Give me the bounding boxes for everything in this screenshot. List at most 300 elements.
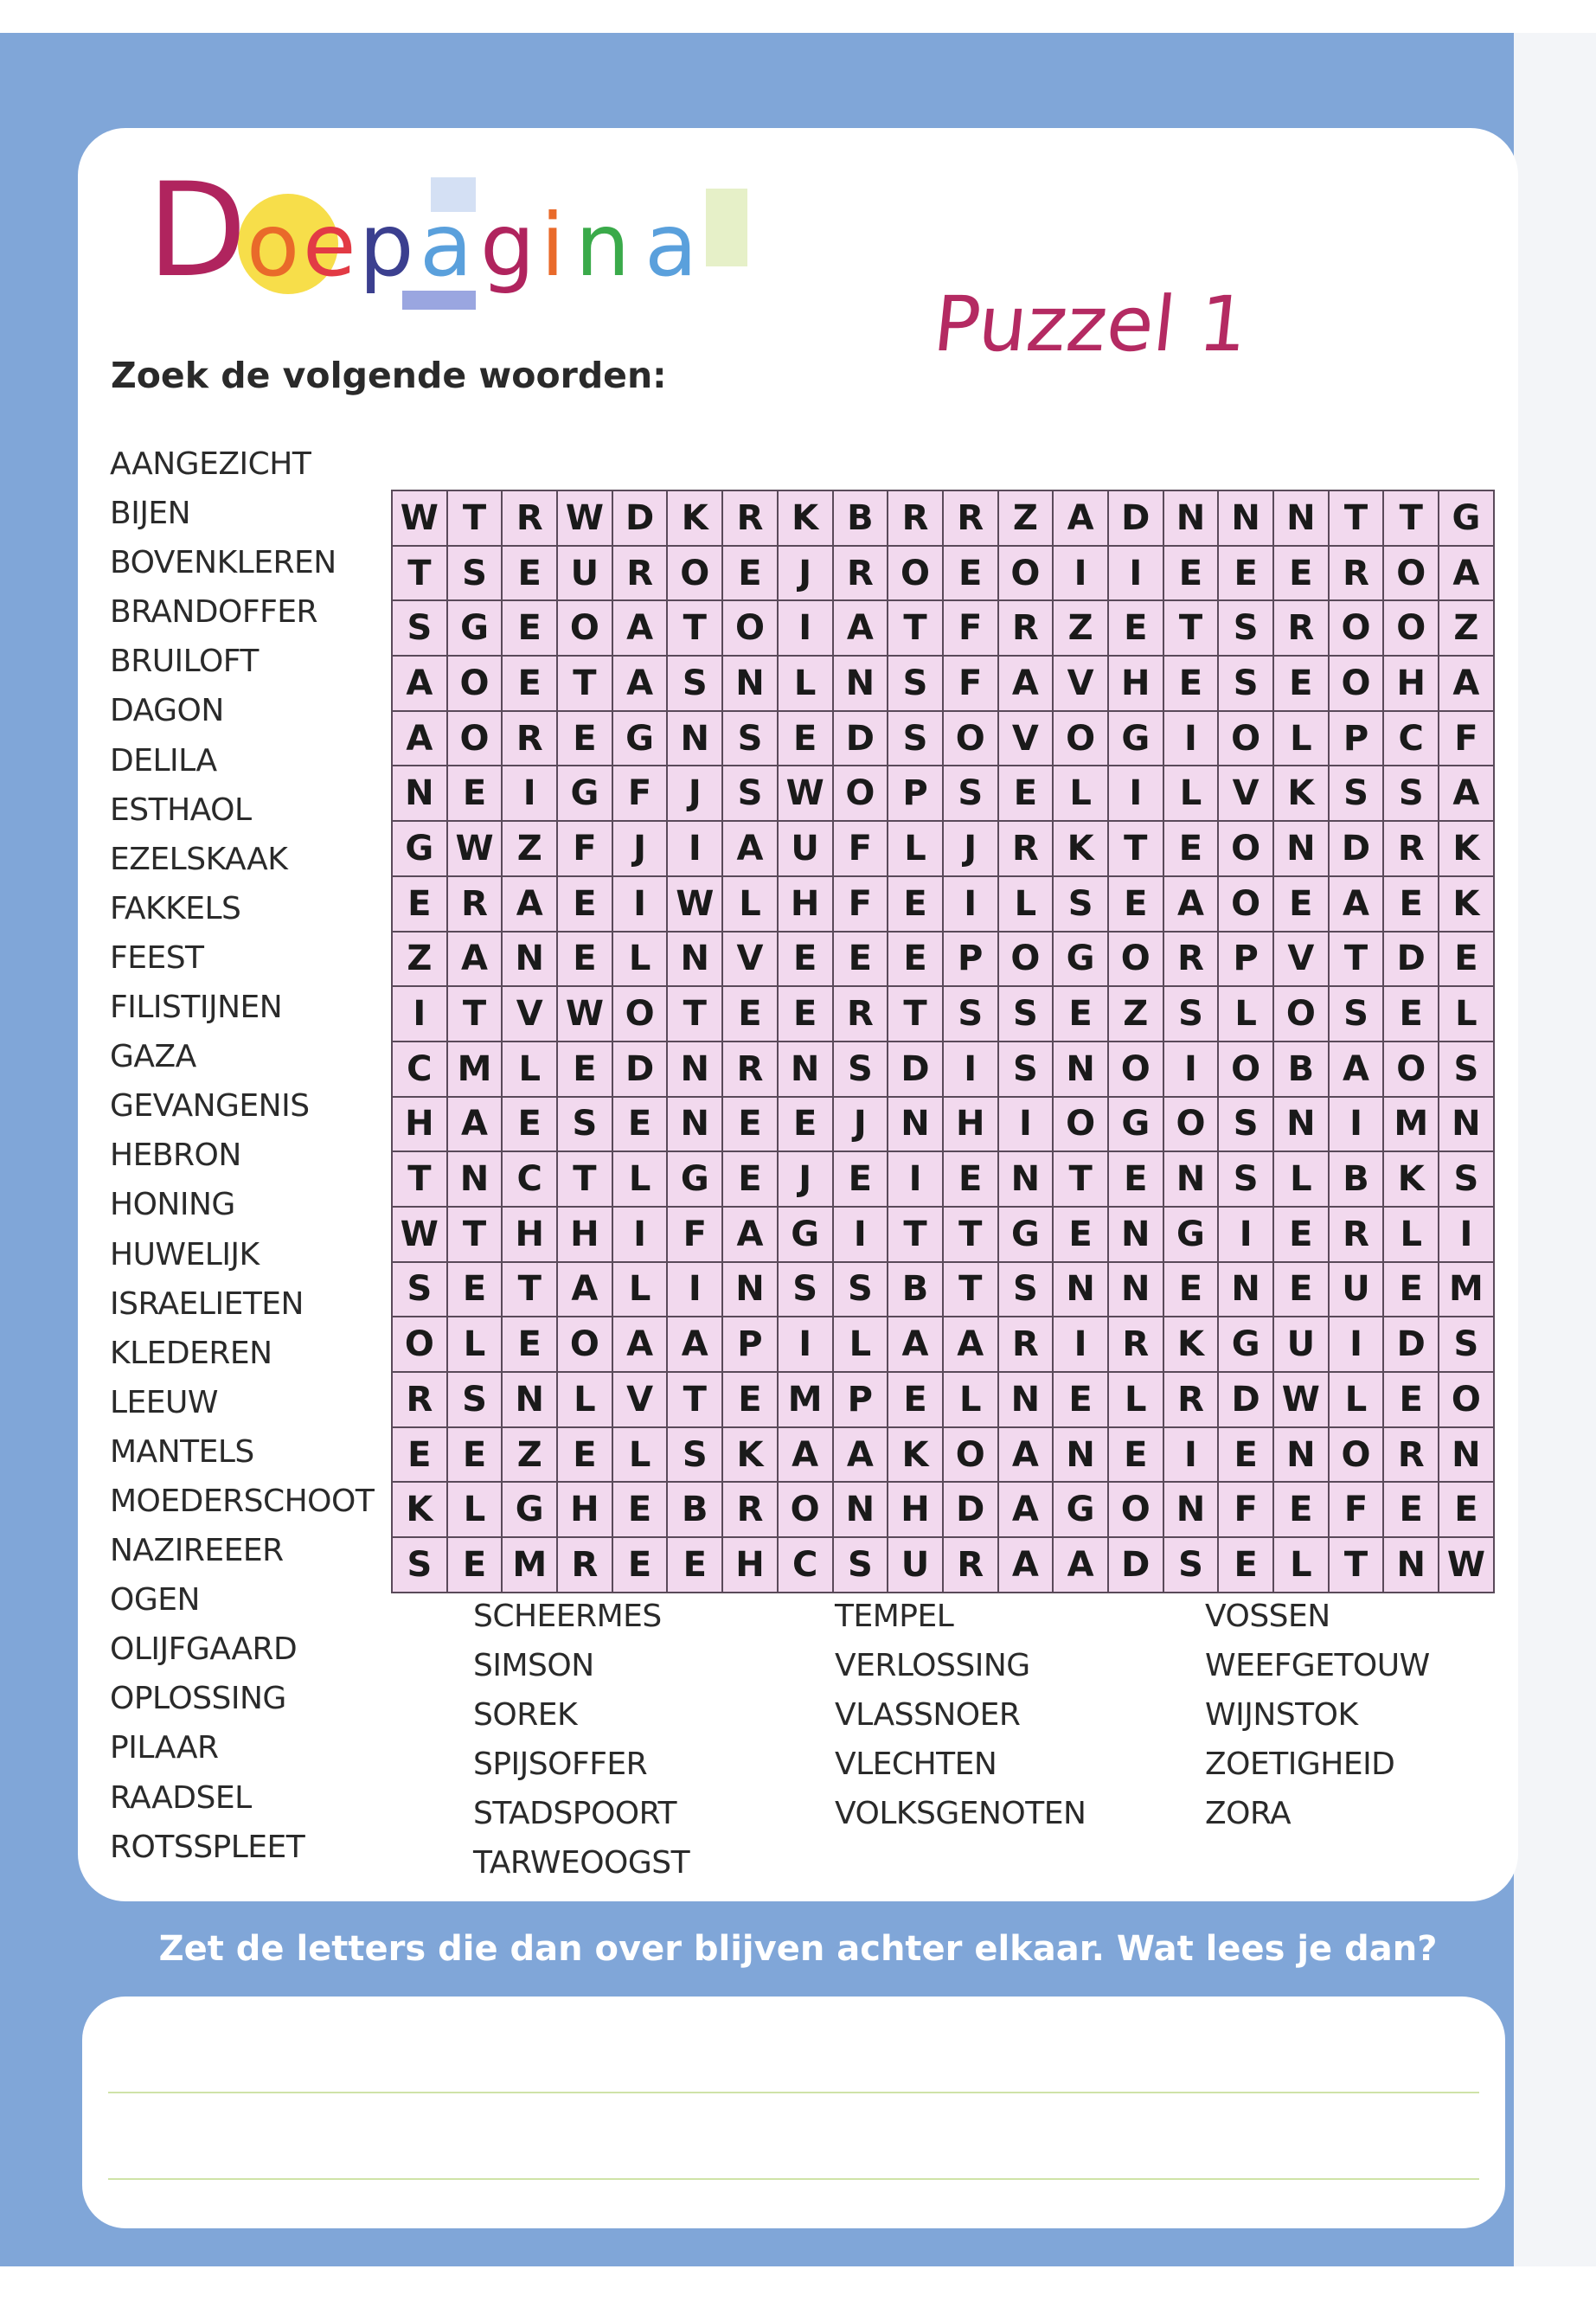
grid-cell[interactable]: O [1439, 1373, 1495, 1428]
grid-cell[interactable]: Z [1109, 987, 1164, 1042]
grid-cell[interactable]: E [558, 877, 613, 933]
grid-cell[interactable]: I [888, 1152, 944, 1208]
grid-cell[interactable]: F [613, 766, 669, 822]
grid-cell[interactable]: E [888, 1373, 944, 1428]
grid-cell[interactable]: Z [393, 933, 448, 988]
grid-cell[interactable]: N [668, 1098, 723, 1153]
grid-cell[interactable]: W [558, 987, 613, 1042]
grid-cell[interactable]: R [999, 822, 1054, 877]
grid-cell[interactable]: K [668, 491, 723, 547]
grid-cell[interactable]: A [999, 1428, 1054, 1484]
grid-cell[interactable]: F [944, 657, 999, 712]
grid-cell[interactable]: U [1274, 1317, 1330, 1373]
grid-cell[interactable]: N [723, 657, 779, 712]
grid-cell[interactable]: E [1384, 1483, 1439, 1538]
grid-cell[interactable]: O [944, 712, 999, 767]
grid-cell[interactable]: I [1164, 1042, 1220, 1098]
grid-cell[interactable]: S [1330, 766, 1385, 822]
grid-cell[interactable]: I [393, 987, 448, 1042]
grid-cell[interactable]: T [448, 491, 503, 547]
grid-cell[interactable]: R [1330, 547, 1385, 602]
grid-cell[interactable]: E [1054, 1208, 1109, 1263]
grid-cell[interactable]: E [1274, 1263, 1330, 1318]
grid-cell[interactable]: R [723, 491, 779, 547]
grid-cell[interactable]: A [1439, 766, 1495, 822]
grid-cell[interactable]: N [779, 1042, 834, 1098]
grid-cell[interactable]: P [834, 1373, 889, 1428]
grid-cell[interactable]: R [448, 877, 503, 933]
grid-cell[interactable]: I [1330, 1098, 1385, 1153]
grid-cell[interactable]: S [393, 601, 448, 657]
grid-cell[interactable]: I [1164, 1428, 1220, 1484]
grid-cell[interactable]: O [1109, 1042, 1164, 1098]
grid-cell[interactable]: R [1274, 601, 1330, 657]
grid-cell[interactable]: E [1164, 1263, 1220, 1318]
grid-cell[interactable]: N [668, 712, 723, 767]
grid-cell[interactable]: B [1274, 1042, 1330, 1098]
grid-cell[interactable]: G [1054, 1483, 1109, 1538]
grid-cell[interactable]: D [1384, 933, 1439, 988]
grid-cell[interactable]: E [944, 1152, 999, 1208]
grid-cell[interactable]: P [944, 933, 999, 988]
grid-cell[interactable]: F [1439, 712, 1495, 767]
grid-cell[interactable]: L [503, 1042, 558, 1098]
grid-cell[interactable]: D [888, 1042, 944, 1098]
grid-cell[interactable]: S [999, 987, 1054, 1042]
grid-cell[interactable]: O [834, 766, 889, 822]
grid-cell[interactable]: O [613, 987, 669, 1042]
grid-cell[interactable]: I [944, 1042, 999, 1098]
grid-cell[interactable]: S [393, 1538, 448, 1593]
grid-cell[interactable]: E [1164, 657, 1220, 712]
grid-cell[interactable]: R [558, 1538, 613, 1593]
grid-cell[interactable]: O [668, 547, 723, 602]
grid-cell[interactable]: E [1274, 1208, 1330, 1263]
grid-cell[interactable]: F [1330, 1483, 1385, 1538]
grid-cell[interactable]: S [834, 1042, 889, 1098]
grid-cell[interactable]: K [888, 1428, 944, 1484]
grid-cell[interactable]: S [668, 657, 723, 712]
grid-cell[interactable]: A [834, 1428, 889, 1484]
grid-cell[interactable]: E [1274, 547, 1330, 602]
grid-cell[interactable]: R [944, 491, 999, 547]
grid-cell[interactable]: I [503, 766, 558, 822]
grid-cell[interactable]: L [613, 933, 669, 988]
grid-cell[interactable]: S [1219, 657, 1274, 712]
grid-cell[interactable]: N [1054, 1428, 1109, 1484]
grid-cell[interactable]: T [558, 657, 613, 712]
grid-cell[interactable]: W [558, 491, 613, 547]
grid-cell[interactable]: E [1439, 933, 1495, 988]
grid-cell[interactable]: E [779, 987, 834, 1042]
grid-cell[interactable]: E [723, 547, 779, 602]
grid-cell[interactable]: N [503, 933, 558, 988]
grid-cell[interactable]: R [1109, 1317, 1164, 1373]
grid-cell[interactable]: G [448, 601, 503, 657]
grid-cell[interactable]: J [944, 822, 999, 877]
grid-cell[interactable]: G [1054, 933, 1109, 988]
grid-cell[interactable]: R [1330, 1208, 1385, 1263]
grid-cell[interactable]: T [503, 1263, 558, 1318]
grid-cell[interactable]: T [888, 987, 944, 1042]
grid-cell[interactable]: L [1330, 1373, 1385, 1428]
grid-cell[interactable]: C [503, 1152, 558, 1208]
grid-cell[interactable]: G [1439, 491, 1495, 547]
grid-cell[interactable]: N [1274, 822, 1330, 877]
grid-cell[interactable]: A [1164, 877, 1220, 933]
grid-cell[interactable]: O [1219, 877, 1274, 933]
grid-cell[interactable]: H [944, 1098, 999, 1153]
grid-cell[interactable]: D [944, 1483, 999, 1538]
grid-cell[interactable]: A [558, 1263, 613, 1318]
grid-cell[interactable]: R [723, 1042, 779, 1098]
grid-cell[interactable]: S [668, 1428, 723, 1484]
grid-cell[interactable]: K [1439, 822, 1495, 877]
grid-cell[interactable]: O [1109, 1483, 1164, 1538]
grid-cell[interactable]: B [668, 1483, 723, 1538]
grid-cell[interactable]: W [668, 877, 723, 933]
grid-cell[interactable]: R [888, 491, 944, 547]
grid-cell[interactable]: S [448, 1373, 503, 1428]
grid-cell[interactable]: O [888, 547, 944, 602]
grid-cell[interactable]: S [888, 657, 944, 712]
grid-cell[interactable]: I [1164, 712, 1220, 767]
grid-cell[interactable]: R [503, 712, 558, 767]
grid-cell[interactable]: V [723, 933, 779, 988]
grid-cell[interactable]: B [888, 1263, 944, 1318]
grid-cell[interactable]: E [393, 1428, 448, 1484]
grid-cell[interactable]: O [448, 657, 503, 712]
grid-cell[interactable]: H [558, 1483, 613, 1538]
grid-cell[interactable]: F [1219, 1483, 1274, 1538]
grid-cell[interactable]: E [1164, 547, 1220, 602]
grid-cell[interactable]: H [779, 877, 834, 933]
grid-cell[interactable]: T [944, 1263, 999, 1318]
grid-cell[interactable]: A [944, 1317, 999, 1373]
grid-cell[interactable]: A [448, 933, 503, 988]
grid-cell[interactable]: U [779, 822, 834, 877]
grid-cell[interactable]: T [558, 1152, 613, 1208]
grid-cell[interactable]: E [448, 1428, 503, 1484]
grid-cell[interactable]: R [1384, 1428, 1439, 1484]
grid-cell[interactable]: S [1330, 987, 1385, 1042]
grid-cell[interactable]: N [999, 1152, 1054, 1208]
grid-cell[interactable]: T [393, 1152, 448, 1208]
grid-cell[interactable]: E [999, 766, 1054, 822]
grid-cell[interactable]: E [448, 1538, 503, 1593]
grid-cell[interactable]: G [1109, 1098, 1164, 1153]
grid-cell[interactable]: P [888, 766, 944, 822]
grid-cell[interactable]: E [723, 1152, 779, 1208]
grid-cell[interactable]: G [668, 1152, 723, 1208]
grid-cell[interactable]: G [999, 1208, 1054, 1263]
grid-cell[interactable]: A [1330, 1042, 1385, 1098]
grid-cell[interactable]: T [1054, 1152, 1109, 1208]
grid-cell[interactable]: D [1384, 1317, 1439, 1373]
grid-cell[interactable]: I [668, 1263, 723, 1318]
grid-cell[interactable]: C [1384, 712, 1439, 767]
grid-cell[interactable]: S [1164, 987, 1220, 1042]
grid-cell[interactable]: O [1330, 601, 1385, 657]
grid-cell[interactable]: V [503, 987, 558, 1042]
grid-cell[interactable]: Z [1054, 601, 1109, 657]
grid-cell[interactable]: E [558, 712, 613, 767]
grid-cell[interactable]: N [1384, 1538, 1439, 1593]
grid-cell[interactable]: N [668, 1042, 723, 1098]
grid-cell[interactable]: T [1330, 1538, 1385, 1593]
grid-cell[interactable]: E [1109, 1428, 1164, 1484]
grid-cell[interactable]: W [393, 1208, 448, 1263]
grid-cell[interactable]: D [834, 712, 889, 767]
grid-cell[interactable]: L [1439, 987, 1495, 1042]
grid-cell[interactable]: E [558, 1428, 613, 1484]
grid-cell[interactable]: N [1219, 491, 1274, 547]
grid-cell[interactable]: A [1054, 1538, 1109, 1593]
grid-cell[interactable]: F [558, 822, 613, 877]
grid-cell[interactable]: S [1219, 1152, 1274, 1208]
grid-cell[interactable]: J [779, 1152, 834, 1208]
grid-cell[interactable]: E [393, 877, 448, 933]
grid-cell[interactable]: T [1330, 933, 1385, 988]
grid-cell[interactable]: T [1330, 491, 1385, 547]
answer-line-2[interactable] [108, 2178, 1479, 2180]
grid-cell[interactable]: E [1274, 657, 1330, 712]
grid-cell[interactable]: E [613, 1538, 669, 1593]
grid-cell[interactable]: N [1164, 1483, 1220, 1538]
grid-cell[interactable]: P [1219, 933, 1274, 988]
grid-cell[interactable]: R [1164, 1373, 1220, 1428]
grid-cell[interactable]: A [613, 601, 669, 657]
grid-cell[interactable]: H [723, 1538, 779, 1593]
grid-cell[interactable]: L [779, 657, 834, 712]
grid-cell[interactable]: H [1109, 657, 1164, 712]
grid-cell[interactable]: R [834, 987, 889, 1042]
grid-cell[interactable]: O [393, 1317, 448, 1373]
grid-cell[interactable]: M [1384, 1098, 1439, 1153]
grid-cell[interactable]: S [1439, 1152, 1495, 1208]
grid-cell[interactable]: E [779, 933, 834, 988]
grid-cell[interactable]: A [999, 1538, 1054, 1593]
grid-cell[interactable]: O [558, 1317, 613, 1373]
grid-cell[interactable]: E [668, 1538, 723, 1593]
grid-cell[interactable]: V [1274, 933, 1330, 988]
grid-cell[interactable]: W [1439, 1538, 1495, 1593]
grid-cell[interactable]: S [999, 1042, 1054, 1098]
grid-cell[interactable]: N [1219, 1263, 1274, 1318]
grid-cell[interactable]: R [723, 1483, 779, 1538]
grid-cell[interactable]: S [834, 1538, 889, 1593]
grid-cell[interactable]: T [668, 601, 723, 657]
grid-cell[interactable]: K [393, 1483, 448, 1538]
grid-cell[interactable]: E [723, 1373, 779, 1428]
grid-cell[interactable]: O [1330, 657, 1385, 712]
grid-cell[interactable]: S [888, 712, 944, 767]
grid-cell[interactable]: N [1164, 1152, 1220, 1208]
grid-cell[interactable]: I [779, 1317, 834, 1373]
grid-cell[interactable]: E [834, 1152, 889, 1208]
grid-cell[interactable]: E [613, 1483, 669, 1538]
grid-cell[interactable]: N [1054, 1263, 1109, 1318]
grid-cell[interactable]: N [1439, 1098, 1495, 1153]
grid-cell[interactable]: N [723, 1263, 779, 1318]
grid-cell[interactable]: G [558, 766, 613, 822]
grid-cell[interactable]: W [448, 822, 503, 877]
grid-cell[interactable]: R [1384, 822, 1439, 877]
grid-cell[interactable]: D [1330, 822, 1385, 877]
grid-cell[interactable]: R [999, 1317, 1054, 1373]
grid-cell[interactable]: A [999, 657, 1054, 712]
grid-cell[interactable]: L [613, 1152, 669, 1208]
grid-cell[interactable]: U [1330, 1263, 1385, 1318]
grid-cell[interactable]: E [1054, 1373, 1109, 1428]
grid-cell[interactable]: R [393, 1373, 448, 1428]
grid-cell[interactable]: E [1109, 877, 1164, 933]
grid-cell[interactable]: T [668, 987, 723, 1042]
grid-cell[interactable]: E [723, 987, 779, 1042]
grid-cell[interactable]: N [1274, 491, 1330, 547]
grid-cell[interactable]: D [1109, 1538, 1164, 1593]
grid-cell[interactable]: L [834, 1317, 889, 1373]
grid-cell[interactable]: T [1109, 822, 1164, 877]
grid-cell[interactable]: H [393, 1098, 448, 1153]
grid-cell[interactable]: K [723, 1428, 779, 1484]
grid-cell[interactable]: L [1109, 1373, 1164, 1428]
grid-cell[interactable]: N [393, 766, 448, 822]
grid-cell[interactable]: E [888, 877, 944, 933]
grid-cell[interactable]: F [834, 822, 889, 877]
grid-cell[interactable]: E [1054, 987, 1109, 1042]
grid-cell[interactable]: I [613, 1208, 669, 1263]
grid-cell[interactable]: D [1109, 491, 1164, 547]
grid-cell[interactable]: T [668, 1373, 723, 1428]
grid-cell[interactable]: T [448, 987, 503, 1042]
grid-cell[interactable]: E [503, 1098, 558, 1153]
grid-cell[interactable]: O [1330, 1428, 1385, 1484]
grid-cell[interactable]: E [834, 933, 889, 988]
grid-cell[interactable]: S [723, 712, 779, 767]
grid-cell[interactable]: S [1164, 1538, 1220, 1593]
grid-cell[interactable]: A [668, 1317, 723, 1373]
grid-cell[interactable]: O [779, 1483, 834, 1538]
grid-cell[interactable]: S [1219, 601, 1274, 657]
grid-cell[interactable]: S [723, 766, 779, 822]
grid-cell[interactable]: M [1439, 1263, 1495, 1318]
grid-cell[interactable]: G [1109, 712, 1164, 767]
grid-cell[interactable]: D [613, 491, 669, 547]
grid-cell[interactable]: E [503, 547, 558, 602]
grid-cell[interactable]: E [448, 1263, 503, 1318]
grid-cell[interactable]: S [1054, 877, 1109, 933]
grid-cell[interactable]: E [1384, 877, 1439, 933]
grid-cell[interactable]: O [1054, 1098, 1109, 1153]
grid-cell[interactable]: G [779, 1208, 834, 1263]
grid-cell[interactable]: S [944, 766, 999, 822]
grid-cell[interactable]: C [779, 1538, 834, 1593]
grid-cell[interactable]: D [613, 1042, 669, 1098]
grid-cell[interactable]: V [1054, 657, 1109, 712]
grid-cell[interactable]: Z [1439, 601, 1495, 657]
grid-cell[interactable]: N [503, 1373, 558, 1428]
grid-cell[interactable]: E [779, 1098, 834, 1153]
grid-cell[interactable]: N [1274, 1428, 1330, 1484]
grid-cell[interactable]: N [668, 933, 723, 988]
grid-cell[interactable]: A [779, 1428, 834, 1484]
grid-cell[interactable]: A [1054, 491, 1109, 547]
grid-cell[interactable]: R [944, 1538, 999, 1593]
grid-cell[interactable]: E [888, 933, 944, 988]
grid-cell[interactable]: H [503, 1208, 558, 1263]
grid-cell[interactable]: L [999, 877, 1054, 933]
grid-cell[interactable]: I [668, 822, 723, 877]
grid-cell[interactable]: S [999, 1263, 1054, 1318]
grid-cell[interactable]: O [999, 933, 1054, 988]
grid-cell[interactable]: B [834, 491, 889, 547]
grid-cell[interactable]: G [613, 712, 669, 767]
grid-cell[interactable]: E [503, 1317, 558, 1373]
grid-cell[interactable]: W [1274, 1373, 1330, 1428]
grid-cell[interactable]: V [999, 712, 1054, 767]
grid-cell[interactable]: R [1164, 933, 1220, 988]
grid-cell[interactable]: E [1384, 1263, 1439, 1318]
grid-cell[interactable]: I [1219, 1208, 1274, 1263]
grid-cell[interactable]: O [558, 601, 613, 657]
grid-cell[interactable]: A [999, 1483, 1054, 1538]
grid-cell[interactable]: P [723, 1317, 779, 1373]
grid-cell[interactable]: L [1274, 1152, 1330, 1208]
grid-cell[interactable]: E [779, 712, 834, 767]
grid-cell[interactable]: I [1054, 547, 1109, 602]
grid-cell[interactable]: N [999, 1373, 1054, 1428]
grid-cell[interactable]: E [503, 657, 558, 712]
grid-cell[interactable]: T [888, 1208, 944, 1263]
grid-cell[interactable]: N [1439, 1428, 1495, 1484]
grid-cell[interactable]: A [503, 877, 558, 933]
grid-cell[interactable]: E [1384, 987, 1439, 1042]
grid-cell[interactable]: E [1109, 601, 1164, 657]
grid-cell[interactable]: E [1219, 547, 1274, 602]
grid-cell[interactable]: K [779, 491, 834, 547]
grid-cell[interactable]: L [613, 1263, 669, 1318]
grid-cell[interactable]: K [1439, 877, 1495, 933]
grid-cell[interactable]: A [1330, 877, 1385, 933]
grid-cell[interactable]: O [1219, 1042, 1274, 1098]
grid-cell[interactable]: S [1439, 1042, 1495, 1098]
grid-cell[interactable]: L [1274, 712, 1330, 767]
grid-cell[interactable]: N [1109, 1208, 1164, 1263]
grid-cell[interactable]: E [1384, 1373, 1439, 1428]
grid-cell[interactable]: L [723, 877, 779, 933]
grid-cell[interactable]: N [1274, 1098, 1330, 1153]
grid-cell[interactable]: I [613, 877, 669, 933]
grid-cell[interactable]: K [1164, 1317, 1220, 1373]
grid-cell[interactable]: M [779, 1373, 834, 1428]
grid-cell[interactable]: E [1274, 1483, 1330, 1538]
grid-cell[interactable]: K [1054, 822, 1109, 877]
grid-cell[interactable]: Z [503, 1428, 558, 1484]
grid-cell[interactable]: A [613, 1317, 669, 1373]
grid-cell[interactable]: F [944, 601, 999, 657]
grid-cell[interactable]: G [393, 822, 448, 877]
grid-cell[interactable]: T [448, 1208, 503, 1263]
grid-cell[interactable]: N [834, 657, 889, 712]
grid-cell[interactable]: W [393, 491, 448, 547]
grid-cell[interactable]: E [1274, 877, 1330, 933]
grid-cell[interactable]: O [944, 1428, 999, 1484]
grid-cell[interactable]: O [1109, 933, 1164, 988]
grid-cell[interactable]: C [393, 1042, 448, 1098]
grid-cell[interactable]: T [888, 601, 944, 657]
grid-cell[interactable]: S [834, 1263, 889, 1318]
